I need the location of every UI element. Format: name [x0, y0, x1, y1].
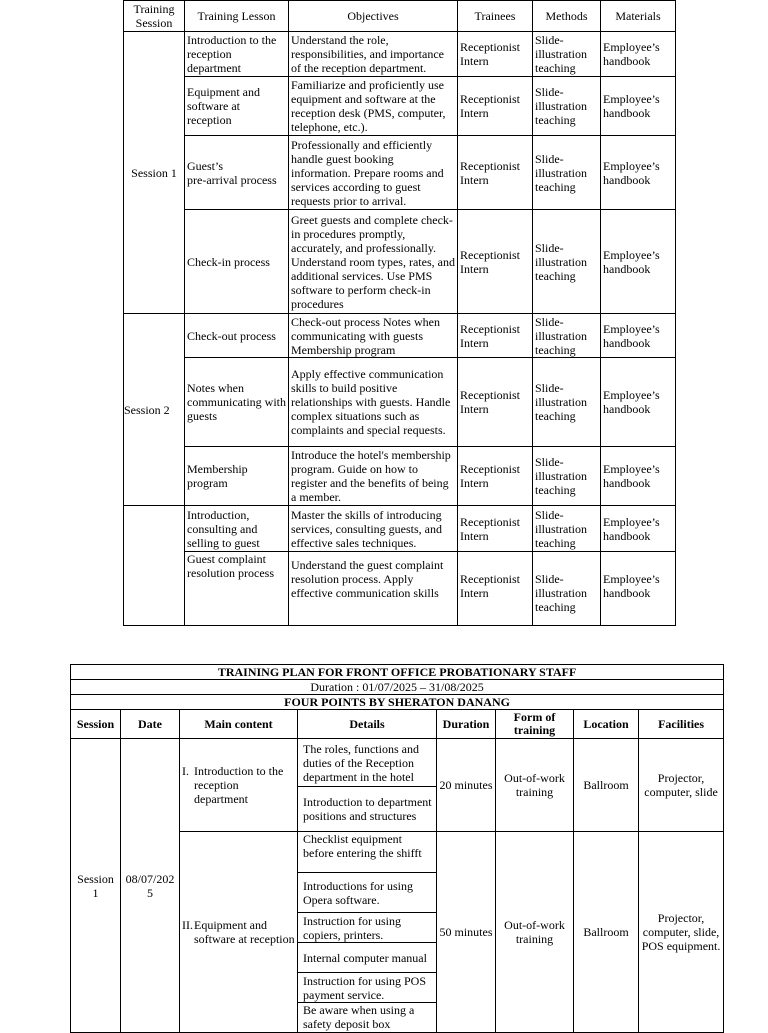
table-header-row [124, 1, 676, 32]
location-cell: Ballroom [574, 832, 639, 1033]
objective-cell: Apply effective communication skills to build positive relationships with guests. Handle complex situations such as complaints and special requests. [289, 358, 458, 447]
header-methods: Methods [533, 1, 601, 32]
content-number: II. [182, 918, 193, 932]
session-cell: Session 1 [71, 739, 121, 1033]
table-row [124, 506, 676, 552]
lesson-cell: Introduction, consulting and selling to guest [185, 506, 289, 552]
form-cell: Out-of-work training [496, 832, 574, 1033]
header-objectives: Objectives [289, 1, 458, 32]
table-row [124, 77, 676, 136]
lesson-cell: Guest’s pre-arrival process [185, 136, 289, 210]
lesson-cell: Check-out process [185, 314, 289, 358]
trainees-cell: Receptionist Intern [458, 136, 533, 210]
content-number: I. [182, 764, 189, 778]
methods-cell: Slide-illustration teaching [533, 32, 601, 77]
training-plan-table [70, 664, 724, 1033]
header-training-lesson: Training Lesson [185, 1, 289, 32]
hotel-row [71, 695, 724, 710]
trainees-cell: Receptionist Intern [458, 358, 533, 447]
materials-cell: Employee’s handbook [601, 506, 676, 552]
training-lessons-table-section [123, 0, 676, 614]
details-cell: Instruction for using copiers, printers. [298, 913, 437, 943]
header-trainees: Trainees [458, 1, 533, 32]
details-cell: Be aware when using a safety deposit box [298, 1003, 437, 1033]
session-cell [124, 506, 185, 626]
header-details: Details [298, 710, 437, 739]
objective-cell: Professionally and efficiently handle guest booking information. Prepare rooms and services according to guest requests prior to arrival. [289, 136, 458, 210]
lesson-cell: Guest complaint resolution process [185, 552, 289, 626]
details-cell: Internal computer manual [298, 943, 437, 973]
details-cell: Introductions for using Opera software. [298, 873, 437, 913]
training-lessons-table [123, 0, 676, 626]
details-cell: Introduction to department positions and structures [298, 787, 437, 832]
table-row [124, 447, 676, 506]
hotel-name: FOUR POINTS BY SHERATON DANANG [71, 695, 724, 710]
table-row [124, 32, 676, 77]
table-row [124, 314, 676, 358]
details-cell: Checklist equipment before entering the shifft [298, 832, 437, 873]
duration-cell: 20 minutes [437, 739, 496, 832]
duration-cell: 50 minutes [437, 832, 496, 1033]
session-cell: Session 1 [124, 32, 185, 314]
table-row [124, 552, 676, 626]
methods-cell: Slide-illustration teaching [533, 210, 601, 314]
objective-cell: Check-out process Notes when communicating with guests Membership program [289, 314, 458, 358]
facilities-cell: Projector, computer, slide, POS equipment. [639, 832, 724, 1033]
methods-cell: Slide-illustration teaching [533, 136, 601, 210]
training-plan-table-section [70, 664, 724, 1031]
lesson-cell: Notes when communicating with guests [185, 358, 289, 447]
methods-cell: Slide-illustration teaching [533, 77, 601, 136]
header-session: Session [71, 710, 121, 739]
plan-title: TRAINING PLAN FOR FRONT OFFICE PROBATIONARY STAFF [71, 665, 724, 680]
content-title: Introduction to the reception department [194, 764, 284, 806]
materials-cell: Employee’s handbook [601, 32, 676, 77]
plan-duration: Duration : 01/07/2025 – 31/08/2025 [71, 680, 724, 695]
lesson-cell: Introduction to the reception department [185, 32, 289, 77]
header-main-content: Main content [180, 710, 298, 739]
materials-cell: Employee’s handbook [601, 136, 676, 210]
header-training-session: Training Session [124, 1, 185, 32]
trainees-cell: Receptionist Intern [458, 447, 533, 506]
objective-cell: Master the skills of introducing services, consulting guests, and effective sales techniques. [289, 506, 458, 552]
header-form-of-training: Form of training [496, 710, 574, 739]
methods-cell: Slide-illustration teaching [533, 314, 601, 358]
table-row [124, 210, 676, 314]
date-cell: 08/07/2025 [121, 739, 180, 1033]
facilities-cell: Projector, computer, slide [639, 739, 724, 832]
header-date: Date [121, 710, 180, 739]
methods-cell: Slide-illustration teaching [533, 552, 601, 626]
methods-cell: Slide-illustration teaching [533, 358, 601, 447]
lesson-cell: Equipment and software at reception [185, 77, 289, 136]
table-row [124, 358, 676, 447]
table-row [124, 136, 676, 210]
table-row [71, 739, 724, 787]
trainees-cell: Receptionist Intern [458, 210, 533, 314]
materials-cell: Employee’s handbook [601, 314, 676, 358]
session-cell: Session 2 [124, 314, 185, 506]
title-row [71, 665, 724, 680]
header-materials: Materials [601, 1, 676, 32]
header-facilities: Facilities [639, 710, 724, 739]
details-cell: The roles, functions and duties of the Reception department in the hotel [298, 739, 437, 787]
objective-cell: Understand the role, responsibilities, and importance of the reception department. [289, 32, 458, 77]
materials-cell: Employee’s handbook [601, 358, 676, 447]
materials-cell: Employee’s handbook [601, 447, 676, 506]
trainees-cell: Receptionist Intern [458, 314, 533, 358]
lesson-cell: Membership program [185, 447, 289, 506]
details-cell: Instruction for using POS payment service. [298, 973, 437, 1003]
materials-cell: Employee’s handbook [601, 210, 676, 314]
methods-cell: Slide-illustration teaching [533, 447, 601, 506]
header-location: Location [574, 710, 639, 739]
lesson-cell: Check-in process [185, 210, 289, 314]
objective-cell: Understand the guest complaint resolution process. Apply effective communication skills [289, 552, 458, 626]
main-content-cell [180, 739, 298, 832]
location-cell: Ballroom [574, 739, 639, 832]
table-header-row [71, 710, 724, 739]
content-title: Equipment and software at reception [194, 918, 295, 946]
trainees-cell: Receptionist Intern [458, 32, 533, 77]
materials-cell: Employee’s handbook [601, 552, 676, 626]
trainees-cell: Receptionist Intern [458, 506, 533, 552]
objective-cell: Familiarize and proficiently use equipment and software at the reception desk (PMS, computer, telephone, etc.). [289, 77, 458, 136]
trainees-cell: Receptionist Intern [458, 552, 533, 626]
objective-cell: Introduce the hotel's membership program. Guide on how to register and the benefits of being a member. [289, 447, 458, 506]
materials-cell: Employee’s handbook [601, 77, 676, 136]
form-cell: Out-of-work training [496, 739, 574, 832]
objective-cell: Greet guests and complete check-in procedures promptly, accurately, and professionally. Understand room types, rates, and additional services. Use PMS software to perform check-in procedures [289, 210, 458, 314]
trainees-cell: Receptionist Intern [458, 77, 533, 136]
duration-row [71, 680, 724, 695]
header-duration: Duration [437, 710, 496, 739]
main-content-cell [180, 832, 298, 1033]
methods-cell: Slide-illustration teaching [533, 506, 601, 552]
